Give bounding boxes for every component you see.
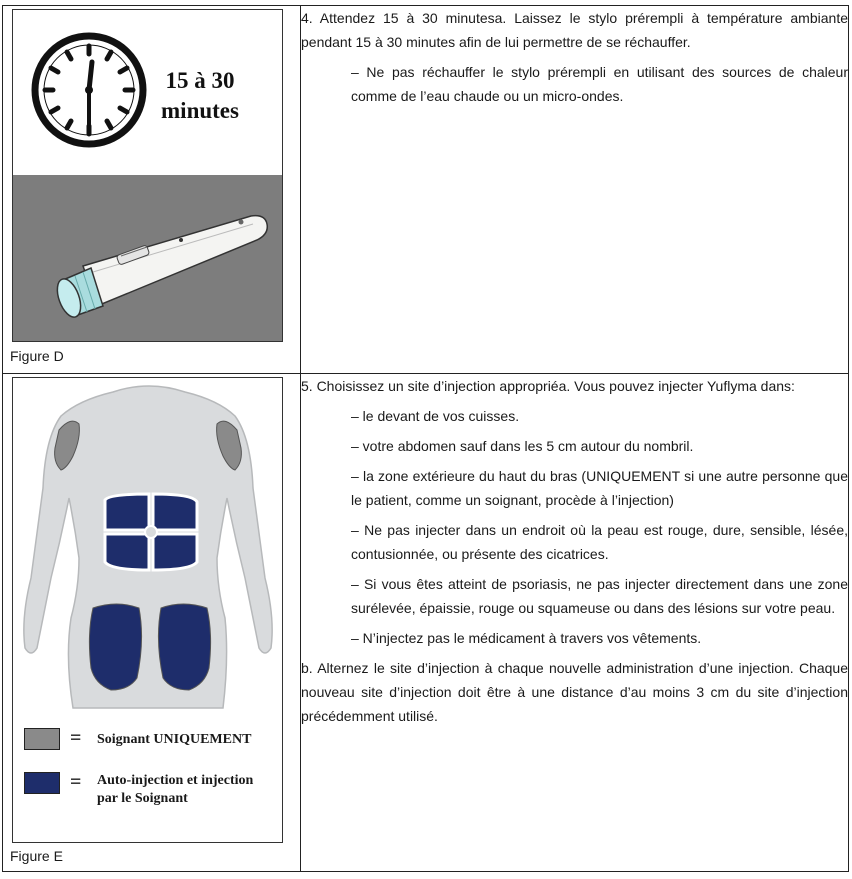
step5-row xyxy=(3,374,849,872)
figure-d-image xyxy=(12,9,283,342)
legend-self-label-2: par le Soignant xyxy=(97,791,188,806)
figure-e-cell xyxy=(3,374,301,872)
time-label-line2: minutes xyxy=(161,98,239,123)
legend-self-swatch xyxy=(24,772,60,794)
figure-d-cell xyxy=(3,6,301,374)
step5-bullet-4: – Ne pas injecter dans un endroit où la peau est rouge, dure, sensible, lésée, contusionnée, ou présente des cicatrices. xyxy=(351,522,848,562)
step4-heading: 4. Attendez 15 à 30 minutesa. Laissez le stylo prérempli à température ambiante pendant 15 à 30 minutes afin de lui permettre de se réchauffer. xyxy=(301,10,848,50)
step5-text-cell xyxy=(301,374,849,872)
instructions-table xyxy=(2,5,849,872)
step5-bullet-3: – la zone extérieure du haut du bras (UNIQUEMENT si une autre personne que le patient, comme un soignant, procède à l’injection) xyxy=(351,468,848,508)
step4-text-cell xyxy=(301,6,849,374)
legend-caregiver-equals: = xyxy=(70,727,82,749)
time-label-line1: 15 à 30 xyxy=(165,68,235,93)
figure-e-image xyxy=(12,377,283,843)
step5-bullet-2: – votre abdomen sauf dans les 5 cm autour du nombril. xyxy=(351,438,694,454)
figure-e-caption: Figure E xyxy=(10,848,63,864)
step5-bullet-1: – le devant de vos cuisses. xyxy=(351,408,520,424)
figure-d-caption: Figure D xyxy=(10,348,64,364)
legend-caregiver-swatch xyxy=(24,728,60,750)
legend-self-equals: = xyxy=(70,771,82,793)
step5-heading: 5. Choisissez un site d’injection appropriéa. Vous pouvez injecter Yuflyma dans: xyxy=(301,378,795,394)
legend-caregiver-label: Soignant UNIQUEMENT xyxy=(97,732,252,747)
step5-bullet-5: – Si vous êtes atteint de psoriasis, ne pas injecter directement dans une zone surélevée, épaissie, rouge ou squameuse ou dans des lésions sur votre peau. xyxy=(351,576,848,616)
legend-self-label-1: Auto-injection et injection xyxy=(97,773,254,788)
clock-icon xyxy=(35,36,143,144)
step5-bullet-6: – N’injectez pas le médicament à travers vos vêtements. xyxy=(351,630,702,646)
step4-row xyxy=(3,6,849,374)
step4-bullet-1: – Ne pas réchauffer le stylo prérempli en utilisant des sources de chaleur comme de l’eau chaude ou un micro-ondes. xyxy=(351,64,848,104)
step5-footer: b. Alternez le site d’injection à chaque nouvelle administration d’une injection. Chaque nouveau site d’injection doit être à une distance d’au moins 3 cm du site d’injection précédemment utilisé. xyxy=(301,660,848,724)
